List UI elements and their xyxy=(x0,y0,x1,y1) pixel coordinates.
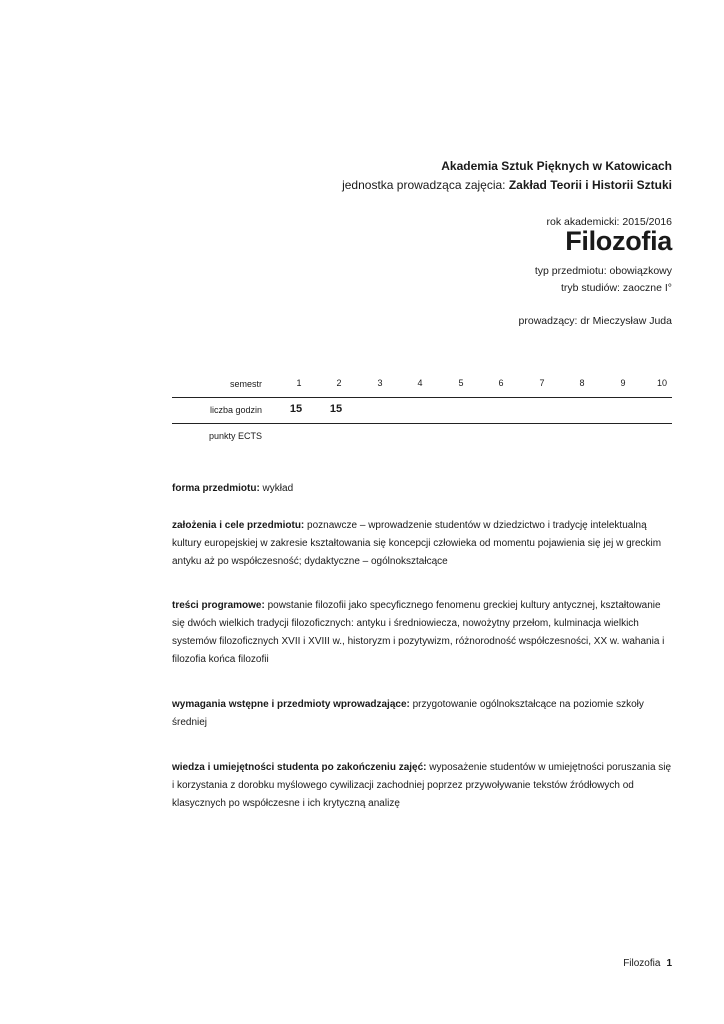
ects-row xyxy=(0,428,724,446)
semester-cell: 5 xyxy=(458,378,464,388)
semester-cell: 6 xyxy=(498,378,504,388)
semester-cell: 10 xyxy=(656,378,667,388)
hours-cell: 15 xyxy=(329,403,343,415)
section-prerequisites-text: przygotowanie ogólnokształcące na poziomie szkoły średniej xyxy=(172,699,644,728)
section-prerequisites xyxy=(172,696,672,732)
hours-cell: 15 xyxy=(289,403,303,415)
hours-row-label: liczba godzin xyxy=(209,405,262,415)
academic-year: rok akademicki: 2015/2016 xyxy=(546,216,672,228)
semester-cell: 3 xyxy=(377,378,383,388)
lecturer: prowadzący: dr Mieczysław Juda xyxy=(518,315,672,327)
semester-cell: 7 xyxy=(539,378,545,388)
section-goals-heading: założenia i cele przedmiotu: xyxy=(172,520,305,531)
section-form-text: wykład xyxy=(259,483,294,494)
footer-title: Filozofia xyxy=(623,958,661,969)
semester-cell: 9 xyxy=(620,378,626,388)
institution-name: Akademia Sztuk Pięknych w Katowicach xyxy=(441,159,672,173)
semester-cell: 2 xyxy=(336,378,342,388)
section-goals xyxy=(172,517,672,571)
section-content-text: powstanie filozofii jako specyficznego fenomenu greckiej kultury antycznej, kształtowanie się dwóch wielkich tradycji filozoficznych: antyku i średniowiecza, nowożytny przełom, kulminacja wielkich systemów filozoficznych XVII i XVIII w., historyzm i pozytywizm, różnorodność współczesności, XX w. wahania i filozofia końca filozofii xyxy=(172,600,665,665)
section-form xyxy=(172,480,672,498)
semester-cell: 4 xyxy=(417,378,423,388)
table-divider xyxy=(172,423,672,424)
course-title: Filozofia xyxy=(565,226,672,256)
hours-row xyxy=(0,402,724,420)
semester-cell: 1 xyxy=(296,378,302,388)
section-form-heading: forma przedmiotu: xyxy=(172,483,260,494)
semester-cell: 8 xyxy=(579,378,585,388)
table-divider xyxy=(172,397,672,398)
section-content-heading: treści programowe: xyxy=(172,600,265,611)
semester-row-label: semestr xyxy=(229,379,262,389)
teaching-unit-prefix: jednostka prowadząca zajęcia: xyxy=(342,178,509,192)
section-goals-text: poznawcze – wprowadzenie studentów w dziedzictwo i tradycję intelektualną kultury europejskiej w zakresie kształtowania się koncepcji człowieka od momentu pojawienia się jej w greckim antyku aż po współczesność; dydaktyczne – ogólnokształcące xyxy=(172,520,662,567)
teaching-unit xyxy=(342,178,672,192)
study-mode: tryb studiów: zaoczne I° xyxy=(561,282,672,294)
page-footer xyxy=(623,958,672,969)
section-outcomes xyxy=(172,759,672,813)
section-content xyxy=(172,597,672,669)
teaching-unit-name: Zakład Teorii i Historii Sztuki xyxy=(508,178,672,192)
semester-row xyxy=(0,376,724,394)
section-outcomes-heading: wiedza i umiejętności studenta po zakończeniu zajęć: xyxy=(172,762,427,773)
section-prerequisites-heading: wymagania wstępne i przedmioty wprowadzające: xyxy=(172,699,410,710)
course-type: typ przedmiotu: obowiązkowy xyxy=(534,265,672,277)
ects-row-label: punkty ECTS xyxy=(208,431,262,441)
section-outcomes-text: wyposażenie studentów w umiejętności poruszania się i korzystania z dorobku myślowego cywilizacji zachodniej poprzez przywoływanie tekstów źródłowych od klasycznych po współczesne i ich krytyczną analizę xyxy=(172,762,672,809)
page-number: 1 xyxy=(666,958,672,969)
